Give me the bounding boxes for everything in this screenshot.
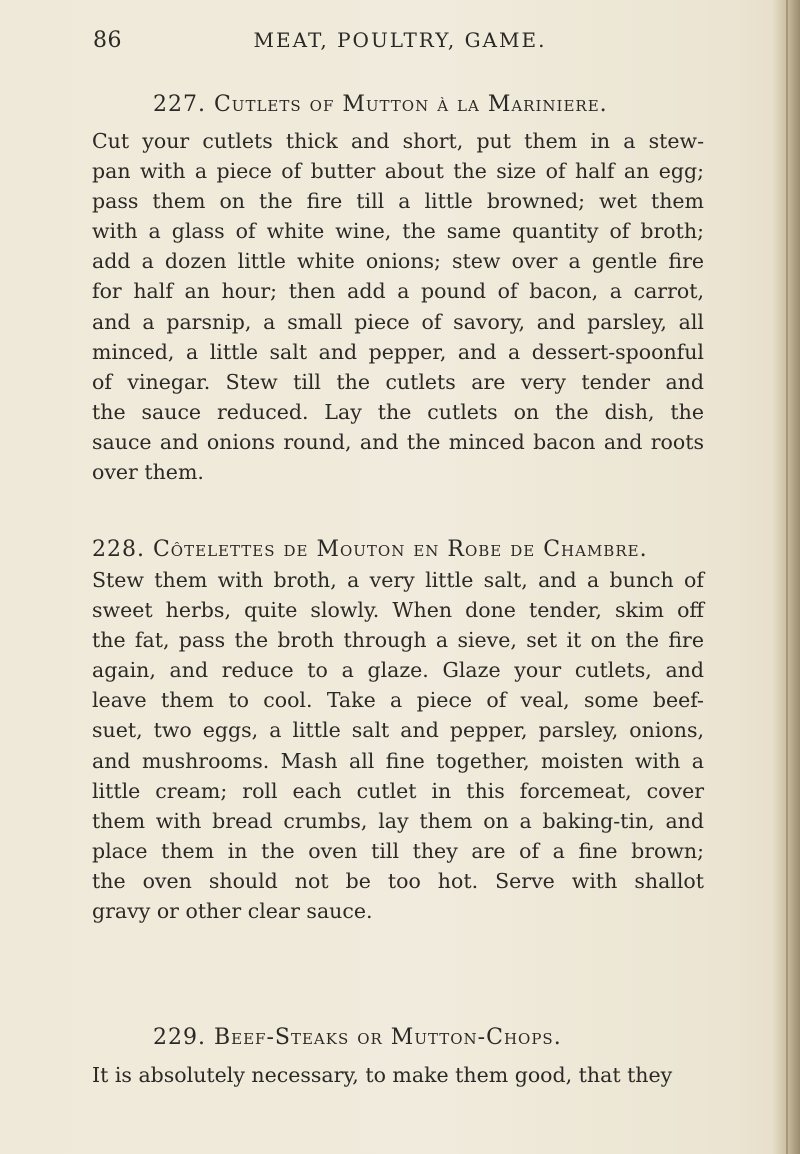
text-line: and mushrooms. Mash all fine together, moisten with a xyxy=(92,748,704,773)
page-edge-line xyxy=(786,0,788,1154)
text-line: little cream; roll each cutlet in this forcemeat, cover xyxy=(92,778,704,803)
text-line: leave them to cool. Take a piece of veal, some beef- xyxy=(92,688,704,713)
text-line: them with bread crumbs, lay them on a baking-tin, and xyxy=(92,808,704,833)
text-line: the fat, pass the broth through a sieve, set it on the fire xyxy=(92,628,704,653)
recipe-body-227 xyxy=(92,126,704,487)
text-line: It is absolutely necessary, to make them good, that they xyxy=(92,1063,673,1087)
text-line: of vinegar. Stew till the cutlets are very tender and xyxy=(92,369,704,394)
text-line: suet, two eggs, a little salt and pepper, parsley, onions, xyxy=(92,718,704,743)
page-number: 86 xyxy=(93,28,122,53)
text-line: sweet herbs, quite slowly. When done tender, skim off xyxy=(92,598,704,623)
text-line: Cut your cutlets thick and short, put them in a stew- xyxy=(92,129,704,153)
text-line: Stew them with broth, a very little salt, and a bunch of xyxy=(92,568,704,592)
text-line: sauce and onions round, and the minced bacon and roots xyxy=(92,429,704,454)
recipe-body-228 xyxy=(92,565,704,926)
running-head: MEAT, POULTRY, GAME. xyxy=(253,28,547,52)
text-line: and a parsnip, a small piece of savory, and parsley, all xyxy=(92,309,704,334)
text-line: add a dozen little white onions; stew over a gentle fire xyxy=(92,249,704,274)
text-line: the oven should not be too hot. Serve with shallot xyxy=(92,868,704,893)
text-line: for half an hour; then add a pound of bacon, a carrot, xyxy=(92,279,704,304)
text-line: gravy or other clear sauce. xyxy=(92,899,373,924)
recipe-heading-228: 228. Côtelettes de Mouton en Robe de Chambre. xyxy=(92,537,648,562)
recipe-body-229 xyxy=(92,1060,704,1090)
text-line: place them in the oven till they are of a fine brown; xyxy=(92,838,704,863)
text-line: minced, a little salt and pepper, and a dessert-spoonful xyxy=(92,339,704,364)
text-line: again, and reduce to a glaze. Glaze your cutlets, and xyxy=(92,658,704,683)
text-line: over them. xyxy=(92,460,204,485)
recipe-heading-229: 229. Beef-Steaks or Mutton-Chops. xyxy=(153,1025,562,1050)
text-line: pass them on the fire till a little browned; wet them xyxy=(92,189,704,214)
text-line: pan with a piece of butter about the size of half an egg; xyxy=(92,159,704,184)
text-line: with a glass of white wine, the same quantity of broth; xyxy=(92,219,704,244)
recipe-heading-227: 227. Cutlets of Mutton à la Mariniere. xyxy=(153,92,608,117)
text-line: the sauce reduced. Lay the cutlets on the dish, the xyxy=(92,399,704,424)
